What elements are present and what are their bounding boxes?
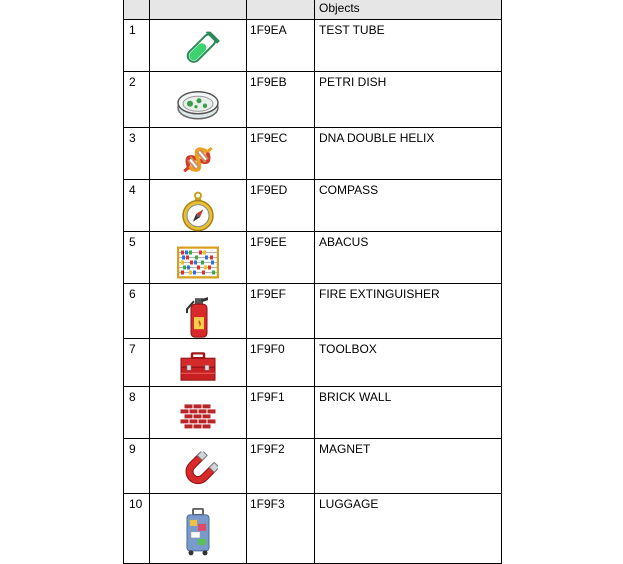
abacus-icon xyxy=(177,246,219,278)
row-image-cell xyxy=(150,387,247,439)
row-number: 1 xyxy=(124,20,150,72)
table-row xyxy=(124,128,502,180)
row-name: PETRI DISH xyxy=(315,72,502,128)
table-row xyxy=(124,20,502,72)
test-tube-icon xyxy=(175,31,221,71)
row-code: 1F9EC xyxy=(247,128,315,180)
row-code: 1F9EF xyxy=(247,284,315,339)
table-header-row xyxy=(124,0,502,20)
row-number: 6 xyxy=(124,284,150,339)
header-number-cell xyxy=(124,0,150,20)
row-name: FIRE EXTINGUISHER xyxy=(315,284,502,339)
row-image-cell xyxy=(150,494,247,564)
row-image-cell xyxy=(150,180,247,232)
header-name-cell: Objects xyxy=(315,0,502,20)
row-number: 5 xyxy=(124,232,150,284)
dna-helix-icon xyxy=(178,139,218,179)
row-code: 1F9F2 xyxy=(247,439,315,494)
row-image-cell xyxy=(150,339,247,387)
row-name: TOOLBOX xyxy=(315,339,502,387)
row-code: 1F9F3 xyxy=(247,494,315,564)
row-number: 9 xyxy=(124,439,150,494)
compass-icon xyxy=(180,191,216,231)
emoji-objects-table xyxy=(123,0,502,564)
row-image-cell xyxy=(150,72,247,128)
row-number: 8 xyxy=(124,387,150,439)
row-name: TEST TUBE xyxy=(315,20,502,72)
row-code: 1F9EE xyxy=(247,232,315,284)
row-code: 1F9ED xyxy=(247,180,315,232)
row-code: 1F9EB xyxy=(247,72,315,128)
table-row xyxy=(124,284,502,339)
toolbox-icon xyxy=(178,352,218,382)
table-row xyxy=(124,439,502,494)
row-name: BRICK WALL xyxy=(315,387,502,439)
row-image-cell xyxy=(150,128,247,180)
row-number: 7 xyxy=(124,339,150,387)
row-number: 2 xyxy=(124,72,150,128)
row-code: 1F9EA xyxy=(247,20,315,72)
luggage-icon xyxy=(183,507,213,555)
row-image-cell xyxy=(150,439,247,494)
table-row xyxy=(124,387,502,439)
row-number: 4 xyxy=(124,180,150,232)
row-name: MAGNET xyxy=(315,439,502,494)
row-code: 1F9F0 xyxy=(247,339,315,387)
table-row xyxy=(124,232,502,284)
petri-dish-icon xyxy=(175,87,221,121)
row-image-cell xyxy=(150,20,247,72)
row-code: 1F9F1 xyxy=(247,387,315,439)
row-name: ABACUS xyxy=(315,232,502,284)
brick-wall-icon xyxy=(178,402,218,430)
row-name: LUGGAGE xyxy=(315,494,502,564)
table-row xyxy=(124,72,502,128)
table-row xyxy=(124,339,502,387)
row-name: DNA DOUBLE HELIX xyxy=(315,128,502,180)
row-image-cell xyxy=(150,232,247,284)
header-image-cell xyxy=(150,0,247,20)
table-row xyxy=(124,494,502,564)
row-number: 10 xyxy=(124,494,150,564)
row-name: COMPASS xyxy=(315,180,502,232)
fire-extinguisher-icon xyxy=(183,295,213,339)
table-row xyxy=(124,180,502,232)
row-image-cell xyxy=(150,284,247,339)
header-code-cell xyxy=(247,0,315,20)
magnet-icon xyxy=(178,452,218,492)
row-number: 3 xyxy=(124,128,150,180)
